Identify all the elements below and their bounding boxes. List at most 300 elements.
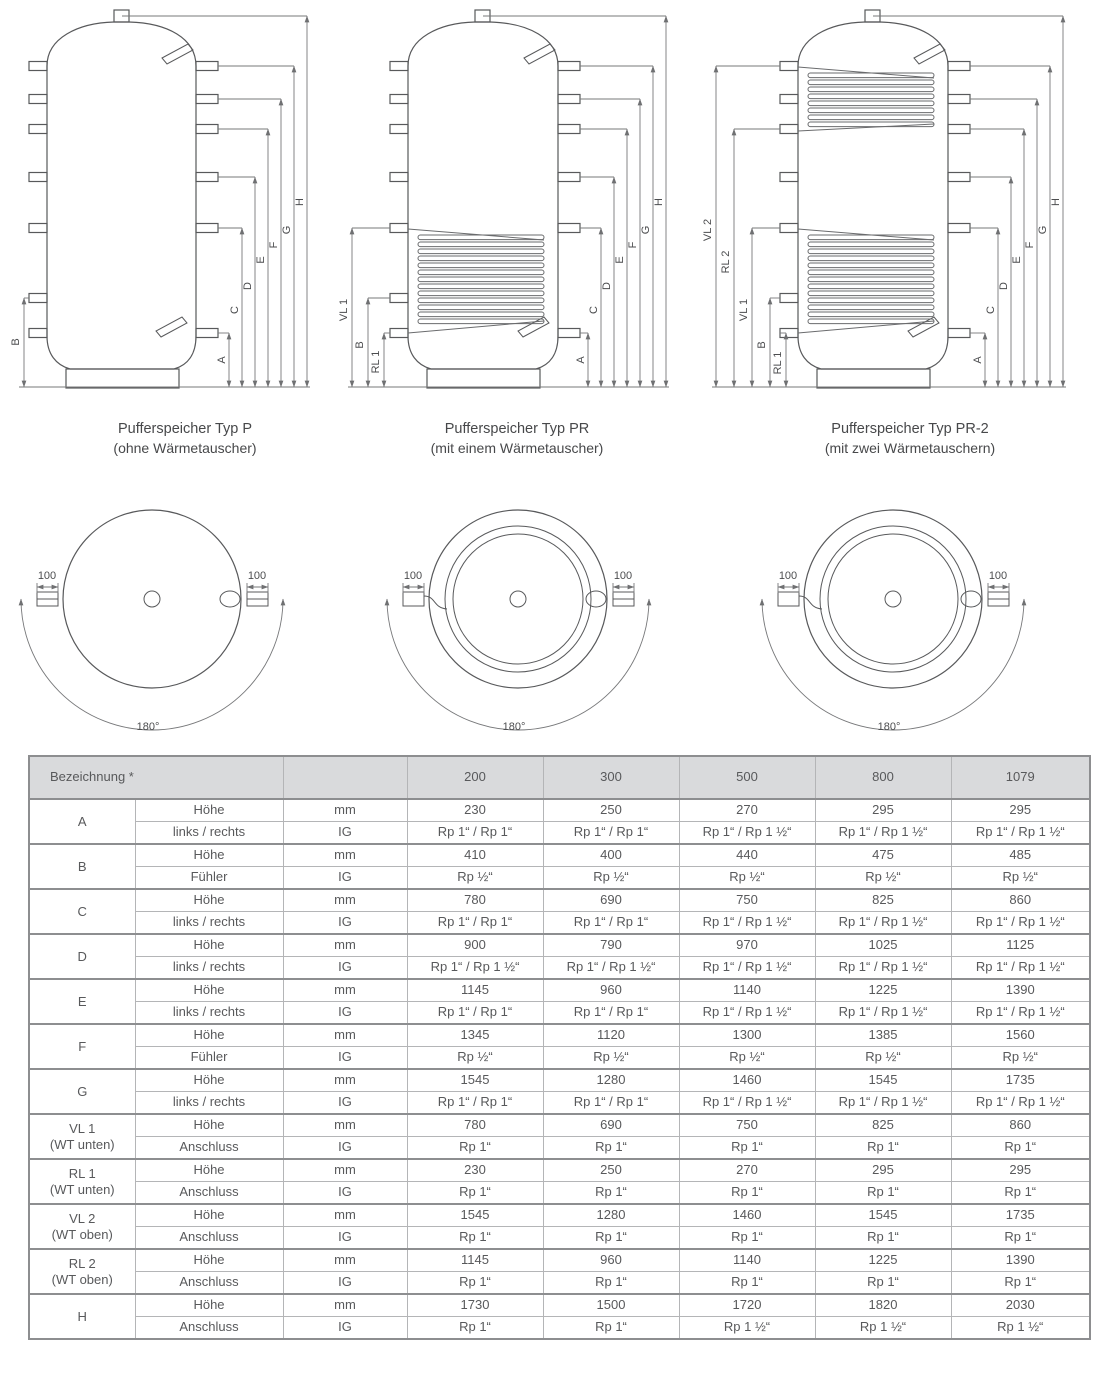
- row-label: links / rechts: [135, 1002, 283, 1025]
- figure-caption-typ-pr: [362, 420, 672, 457]
- row-unit: mm: [283, 1114, 407, 1137]
- weld-flag-top: [914, 44, 945, 64]
- header-size-300: 300: [543, 756, 679, 799]
- value-cell: Rp 1“: [543, 1227, 679, 1250]
- heat-exchanger-coil: [408, 229, 544, 333]
- row-group-label: VL 2 (WT oben): [29, 1204, 135, 1249]
- tank-base: [817, 369, 930, 388]
- dim-label-c: C: [588, 306, 600, 314]
- dimension-lines: [387, 583, 649, 730]
- row-group-label: F: [29, 1024, 135, 1069]
- figure-subtitle: (ohne Wärmetauscher): [113, 439, 257, 456]
- row-group-label: RL 1 (WT unten): [29, 1159, 135, 1204]
- tank-diagram-typ-p: [4, 2, 314, 407]
- row-label: Höhe: [135, 979, 283, 1002]
- value-cell: 1545: [407, 1069, 543, 1092]
- dim-label-vl2: VL 2: [702, 218, 714, 242]
- value-cell: Rp 1“: [815, 1182, 951, 1205]
- value-cell: Rp 1“ / Rp 1 ½“: [815, 957, 951, 980]
- value-cell: 1560: [951, 1024, 1090, 1047]
- table-row: [29, 822, 1090, 845]
- header-bezeichnung: Bezeichnung *: [29, 756, 283, 799]
- value-cell: Rp 1“ / Rp 1 ½“: [679, 822, 815, 845]
- tank-body: [47, 22, 196, 369]
- row-label: Anschluss: [135, 1137, 283, 1160]
- row-unit: IG: [283, 1272, 407, 1295]
- row-unit: IG: [283, 867, 407, 890]
- dim-100-left: 100: [403, 570, 423, 582]
- value-cell: Rp 1“: [951, 1182, 1090, 1205]
- row-unit: mm: [283, 1069, 407, 1092]
- dim-label-b: B: [354, 341, 366, 349]
- row-unit: mm: [283, 844, 407, 867]
- table-row: [29, 1294, 1090, 1317]
- row-unit: mm: [283, 889, 407, 912]
- value-cell: Rp ½“: [951, 1047, 1090, 1070]
- dim-label-a: A: [972, 356, 984, 364]
- value-cell: Rp 1“: [951, 1137, 1090, 1160]
- table-row: [29, 867, 1090, 890]
- value-cell: Rp ½“: [407, 867, 543, 890]
- table-row: [29, 979, 1090, 1002]
- value-cell: Rp 1 ½“: [679, 1317, 815, 1340]
- value-cell: 750: [679, 889, 815, 912]
- dimension-labels: [702, 198, 1062, 374]
- row-label: links / rechts: [135, 1092, 283, 1115]
- spec-table-body: [29, 799, 1090, 1339]
- dim-label-g: G: [1037, 225, 1049, 235]
- table-row: [29, 1204, 1090, 1227]
- dimension-labels: [338, 198, 665, 373]
- left-stub: [778, 592, 799, 606]
- figure-title: Pufferspeicher Typ P: [117, 421, 253, 437]
- table-row: [29, 844, 1090, 867]
- value-cell: Rp 1“: [407, 1272, 543, 1295]
- header-size-500: 500: [679, 756, 815, 799]
- row-unit: IG: [283, 1092, 407, 1115]
- row-label: Anschluss: [135, 1227, 283, 1250]
- value-cell: 270: [679, 1159, 815, 1182]
- value-cell: 1735: [951, 1204, 1090, 1227]
- dim-label-vl1: VL 1: [738, 298, 750, 322]
- table-row: [29, 1317, 1090, 1340]
- table-row: [29, 1114, 1090, 1137]
- value-cell: 440: [679, 844, 815, 867]
- table-row: [29, 1227, 1090, 1250]
- dim-label-h: H: [294, 198, 306, 206]
- value-cell: 860: [951, 1114, 1090, 1137]
- dim-label-c: C: [985, 306, 997, 314]
- row-unit: IG: [283, 822, 407, 845]
- value-cell: 1120: [543, 1024, 679, 1047]
- value-cell: 2030: [951, 1294, 1090, 1317]
- table-row: [29, 1159, 1090, 1182]
- header-size-200: 200: [407, 756, 543, 799]
- dim-100-left: 100: [778, 570, 798, 582]
- weld-flag-bottom: [908, 317, 939, 337]
- value-cell: Rp ½“: [679, 1047, 815, 1070]
- left-stubs: [780, 62, 798, 338]
- figure-title: Pufferspeicher Typ PR-2: [831, 421, 989, 437]
- row-unit: IG: [283, 1182, 407, 1205]
- dim-label-a: A: [575, 356, 587, 364]
- value-cell: 1280: [543, 1204, 679, 1227]
- table-header-row: [29, 756, 1090, 799]
- weld-flag-bottom: [156, 317, 187, 337]
- value-cell: Rp 1“ / Rp 1 ½“: [951, 1002, 1090, 1025]
- dim-label-e: E: [614, 256, 626, 264]
- table-row: [29, 934, 1090, 957]
- dim-label-f: F: [627, 241, 639, 249]
- value-cell: 960: [543, 1249, 679, 1272]
- header-size-1079: 1079: [951, 756, 1090, 799]
- value-cell: Rp 1“ / Rp 1 ½“: [815, 1092, 951, 1115]
- dim-label-d: D: [601, 282, 613, 290]
- value-cell: Rp 1“ / Rp 1 ½“: [679, 957, 815, 980]
- row-unit: IG: [283, 1047, 407, 1070]
- value-cell: Rp 1“: [407, 1182, 543, 1205]
- row-label: Höhe: [135, 799, 283, 822]
- row-group-label: VL 1 (WT unten): [29, 1114, 135, 1159]
- value-cell: 690: [543, 1114, 679, 1137]
- table-row: [29, 1092, 1090, 1115]
- right-stubs: [196, 62, 218, 338]
- row-group-label: A: [29, 799, 135, 844]
- figure-subtitle: (mit einem Wärmetauscher): [430, 439, 604, 456]
- value-cell: 1140: [679, 979, 815, 1002]
- dim-label-rl2: RL 2: [720, 250, 732, 274]
- value-cell: Rp ½“: [815, 867, 951, 890]
- value-cell: Rp 1“ / Rp 1 ½“: [951, 822, 1090, 845]
- row-label: links / rechts: [135, 957, 283, 980]
- value-cell: Rp 1“ / Rp 1“: [407, 1092, 543, 1115]
- table-row: [29, 957, 1090, 980]
- row-label: Fühler: [135, 867, 283, 890]
- value-cell: Rp 1“ / Rp 1 ½“: [815, 1002, 951, 1025]
- value-cell: Rp 1“ / Rp 1“: [543, 1002, 679, 1025]
- row-label: Anschluss: [135, 1272, 283, 1295]
- row-label: Höhe: [135, 844, 283, 867]
- row-label: Höhe: [135, 1114, 283, 1137]
- value-cell: Rp 1“ / Rp 1 ½“: [815, 822, 951, 845]
- dim-label-rl1: RL 1: [370, 350, 382, 374]
- value-cell: 780: [407, 889, 543, 912]
- value-cell: 1280: [543, 1069, 679, 1092]
- value-cell: Rp 1“: [679, 1137, 815, 1160]
- dimension-lines: [19, 16, 310, 387]
- table-row: [29, 1069, 1090, 1092]
- row-label: Höhe: [135, 889, 283, 912]
- value-cell: Rp 1“ / Rp 1 ½“: [679, 1002, 815, 1025]
- table-row: [29, 799, 1090, 822]
- value-cell: Rp 1“: [951, 1227, 1090, 1250]
- value-cell: Rp 1“ / Rp 1 ½“: [407, 957, 543, 980]
- value-cell: 295: [815, 1159, 951, 1182]
- value-cell: 1140: [679, 1249, 815, 1272]
- value-cell: 295: [951, 799, 1090, 822]
- row-unit: mm: [283, 1159, 407, 1182]
- row-label: links / rechts: [135, 822, 283, 845]
- table-row: [29, 1137, 1090, 1160]
- row-unit: mm: [283, 934, 407, 957]
- value-cell: 485: [951, 844, 1090, 867]
- dim-label-a: A: [216, 356, 228, 364]
- dim-100-right: 100: [247, 570, 267, 582]
- value-cell: 750: [679, 1114, 815, 1137]
- tank-outline-circle: [429, 510, 607, 688]
- row-unit: mm: [283, 979, 407, 1002]
- dim-label-g: G: [640, 225, 652, 235]
- value-cell: 1145: [407, 1249, 543, 1272]
- header-unit: [283, 756, 407, 799]
- row-label: Höhe: [135, 934, 283, 957]
- dim-label-b: B: [10, 338, 22, 346]
- dim-label-g: G: [281, 225, 293, 235]
- value-cell: 860: [951, 889, 1090, 912]
- value-cell: Rp 1“ / Rp 1 ½“: [679, 912, 815, 935]
- value-cell: 1225: [815, 1249, 951, 1272]
- value-cell: 295: [815, 799, 951, 822]
- value-cell: 400: [543, 844, 679, 867]
- top-view-typ-pr2: [755, 487, 1035, 737]
- dim-100-left: 100: [37, 570, 57, 582]
- figure-subtitle: (mit zwei Wärmetauschern): [824, 439, 996, 456]
- row-label: Höhe: [135, 1204, 283, 1227]
- table-row: [29, 912, 1090, 935]
- value-cell: Rp 1“ / Rp 1 ½“: [815, 912, 951, 935]
- value-cell: 1225: [815, 979, 951, 1002]
- value-cell: 1545: [407, 1204, 543, 1227]
- coil-ring-outer: [820, 526, 966, 672]
- table-row: [29, 1249, 1090, 1272]
- table-row: [29, 1024, 1090, 1047]
- row-label: Höhe: [135, 1249, 283, 1272]
- right-stubs: [558, 62, 580, 338]
- value-cell: 295: [951, 1159, 1090, 1182]
- figure-title: Pufferspeicher Typ PR: [444, 421, 590, 437]
- coil-ring-outer: [445, 526, 591, 672]
- tank-outline-circle: [63, 510, 241, 688]
- value-cell: 1025: [815, 934, 951, 957]
- tank-base: [66, 369, 179, 388]
- table-row: [29, 1272, 1090, 1295]
- value-cell: Rp 1“: [543, 1137, 679, 1160]
- heat-exchanger-coil-upper: [798, 67, 934, 131]
- table-row: [29, 1002, 1090, 1025]
- value-cell: 1720: [679, 1294, 815, 1317]
- dim-label-e: E: [1011, 256, 1023, 264]
- handhole: [586, 591, 606, 607]
- row-group-label: C: [29, 889, 135, 934]
- value-cell: 900: [407, 934, 543, 957]
- left-stubs: [390, 62, 408, 338]
- figure-caption-typ-p: [30, 420, 340, 457]
- dim-label-h: H: [1050, 198, 1062, 206]
- value-cell: Rp 1“ / Rp 1“: [407, 822, 543, 845]
- value-cell: Rp 1“: [679, 1182, 815, 1205]
- value-cell: 270: [679, 799, 815, 822]
- right-stubs: [948, 62, 970, 338]
- weld-flag-top: [524, 44, 555, 64]
- row-group-label: RL 2 (WT oben): [29, 1249, 135, 1294]
- heat-exchanger-coil-lower: [798, 229, 934, 333]
- value-cell: Rp 1“ / Rp 1 ½“: [951, 1092, 1090, 1115]
- value-cell: 1460: [679, 1069, 815, 1092]
- value-cell: Rp 1“ / Rp 1“: [543, 912, 679, 935]
- row-unit: IG: [283, 1227, 407, 1250]
- dimension-lines: [712, 16, 1066, 387]
- value-cell: Rp 1“ / Rp 1“: [407, 1002, 543, 1025]
- value-cell: Rp 1“: [543, 1272, 679, 1295]
- value-cell: Rp 1“ / Rp 1 ½“: [543, 957, 679, 980]
- row-unit: IG: [283, 912, 407, 935]
- value-cell: 1820: [815, 1294, 951, 1317]
- left-stubs: [29, 62, 47, 338]
- dimension-labels: [10, 198, 306, 364]
- row-unit: IG: [283, 1317, 407, 1340]
- table-row: [29, 1047, 1090, 1070]
- dim-label-e: E: [255, 256, 267, 264]
- dim-label-d: D: [998, 282, 1010, 290]
- value-cell: Rp ½“: [543, 1047, 679, 1070]
- value-cell: Rp 1“: [679, 1272, 815, 1295]
- value-cell: 690: [543, 889, 679, 912]
- value-cell: Rp 1“: [407, 1227, 543, 1250]
- row-label: Fühler: [135, 1047, 283, 1070]
- coil-lead: [799, 596, 822, 609]
- table-row: [29, 889, 1090, 912]
- row-unit: mm: [283, 1204, 407, 1227]
- value-cell: Rp 1“: [815, 1272, 951, 1295]
- value-cell: 1300: [679, 1024, 815, 1047]
- row-unit: IG: [283, 957, 407, 980]
- row-label: links / rechts: [135, 912, 283, 935]
- value-cell: 1145: [407, 979, 543, 1002]
- value-cell: 1545: [815, 1204, 951, 1227]
- value-cell: 1735: [951, 1069, 1090, 1092]
- value-cell: 475: [815, 844, 951, 867]
- value-cell: Rp 1“: [679, 1227, 815, 1250]
- row-label: Höhe: [135, 1069, 283, 1092]
- value-cell: Rp 1“: [951, 1272, 1090, 1295]
- dim-label-f: F: [268, 241, 280, 249]
- value-cell: Rp 1“ / Rp 1“: [543, 822, 679, 845]
- value-cell: Rp ½“: [815, 1047, 951, 1070]
- tank-diagram-typ-pr2: [698, 2, 1073, 407]
- value-cell: 1500: [543, 1294, 679, 1317]
- value-cell: 970: [679, 934, 815, 957]
- row-group-label: E: [29, 979, 135, 1024]
- dim-180: 180°: [502, 721, 526, 733]
- dim-label-b: B: [756, 341, 768, 349]
- value-cell: 250: [543, 1159, 679, 1182]
- row-label: Anschluss: [135, 1182, 283, 1205]
- figure-caption-typ-pr2: [755, 420, 1065, 457]
- dimension-labels: [779, 570, 1007, 733]
- handhole: [961, 591, 981, 607]
- row-label: Anschluss: [135, 1317, 283, 1340]
- value-cell: 960: [543, 979, 679, 1002]
- dimension-lines: [348, 16, 669, 387]
- value-cell: 1545: [815, 1069, 951, 1092]
- value-cell: 1390: [951, 979, 1090, 1002]
- row-label: Höhe: [135, 1024, 283, 1047]
- value-cell: Rp 1“: [407, 1137, 543, 1160]
- value-cell: Rp 1 ½“: [951, 1317, 1090, 1340]
- row-group-label: D: [29, 934, 135, 979]
- value-cell: Rp 1“: [815, 1137, 951, 1160]
- coil-ring-inner: [453, 534, 583, 664]
- spec-table: [28, 755, 1091, 1340]
- value-cell: Rp ½“: [407, 1047, 543, 1070]
- left-stub: [403, 592, 424, 606]
- dim-label-f: F: [1024, 241, 1036, 249]
- dim-180: 180°: [877, 721, 901, 733]
- value-cell: 1390: [951, 1249, 1090, 1272]
- dim-label-h: H: [653, 198, 665, 206]
- row-group-label: B: [29, 844, 135, 889]
- row-unit: mm: [283, 1024, 407, 1047]
- row-unit: mm: [283, 1294, 407, 1317]
- dim-100-right: 100: [988, 570, 1008, 582]
- tank-diagram-typ-pr: [330, 2, 675, 407]
- value-cell: Rp 1“: [815, 1227, 951, 1250]
- value-cell: Rp ½“: [951, 867, 1090, 890]
- dim-180: 180°: [136, 721, 160, 733]
- value-cell: 1345: [407, 1024, 543, 1047]
- dimension-labels: [38, 570, 266, 733]
- value-cell: Rp 1“ / Rp 1 ½“: [951, 957, 1090, 980]
- value-cell: Rp 1 ½“: [815, 1317, 951, 1340]
- value-cell: Rp 1“ / Rp 1 ½“: [951, 912, 1090, 935]
- value-cell: Rp ½“: [543, 867, 679, 890]
- value-cell: Rp 1“: [543, 1317, 679, 1340]
- row-unit: mm: [283, 1249, 407, 1272]
- value-cell: 1385: [815, 1024, 951, 1047]
- value-cell: 1125: [951, 934, 1090, 957]
- value-cell: 825: [815, 1114, 951, 1137]
- top-view-typ-pr: [380, 487, 660, 737]
- tank-base: [427, 369, 540, 388]
- handhole: [220, 591, 240, 607]
- row-unit: IG: [283, 1137, 407, 1160]
- top-view-typ-p: [14, 487, 294, 737]
- row-group-label: G: [29, 1069, 135, 1114]
- dim-label-d: D: [242, 282, 254, 290]
- value-cell: 1730: [407, 1294, 543, 1317]
- value-cell: Rp ½“: [679, 867, 815, 890]
- coil-ring-inner: [828, 534, 958, 664]
- value-cell: 825: [815, 889, 951, 912]
- coil-lead: [424, 596, 447, 609]
- value-cell: Rp 1“: [543, 1182, 679, 1205]
- value-cell: 780: [407, 1114, 543, 1137]
- dim-label-rl1: RL 1: [772, 351, 784, 375]
- row-unit: mm: [283, 799, 407, 822]
- dim-label-c: C: [229, 306, 241, 314]
- dim-100-right: 100: [613, 570, 633, 582]
- row-unit: IG: [283, 1002, 407, 1025]
- center-port: [885, 591, 901, 607]
- header-size-800: 800: [815, 756, 951, 799]
- weld-flag-top: [162, 44, 193, 64]
- value-cell: Rp 1“: [407, 1317, 543, 1340]
- center-port: [510, 591, 526, 607]
- row-label: Höhe: [135, 1159, 283, 1182]
- weld-flag-bottom: [518, 317, 549, 337]
- center-port: [144, 591, 160, 607]
- value-cell: 250: [543, 799, 679, 822]
